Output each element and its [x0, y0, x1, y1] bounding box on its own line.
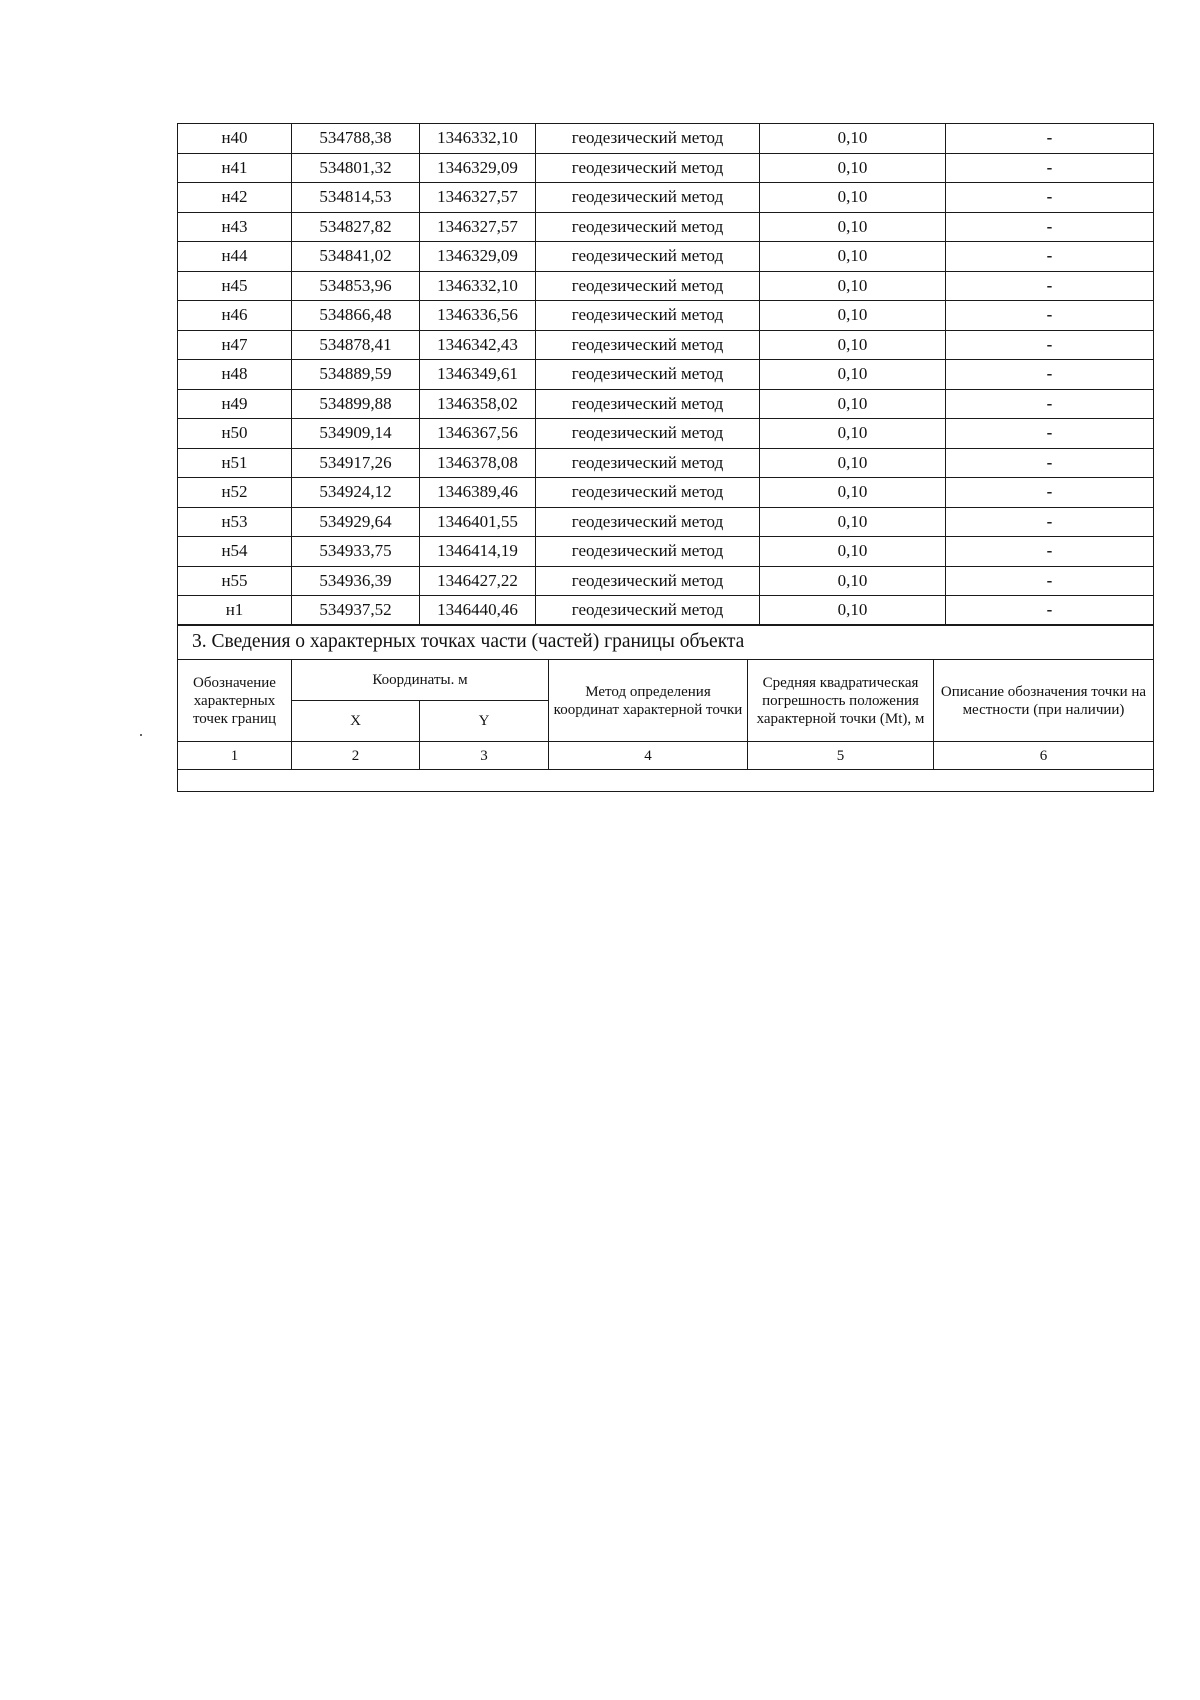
mt-cell: 0,10	[760, 389, 946, 419]
point-id-cell: н47	[178, 330, 292, 360]
method-cell: геодезический метод	[536, 596, 760, 626]
table-row	[178, 242, 1154, 272]
coord-y-cell: 1346342,43	[420, 330, 536, 360]
mt-cell: 0,10	[760, 448, 946, 478]
header-description: Описание обозначения точки на местности (при наличии)	[934, 660, 1154, 742]
point-id-cell: н41	[178, 153, 292, 183]
column-number-5: 5	[748, 742, 934, 770]
table-row	[178, 478, 1154, 508]
coord-y-cell: 1346349,61	[420, 360, 536, 390]
empty-data-cell	[178, 770, 1154, 792]
section3-table	[177, 624, 1154, 792]
table-row	[178, 301, 1154, 331]
header-y: Y	[420, 701, 549, 742]
description-cell: -	[946, 124, 1154, 154]
table-row	[178, 124, 1154, 154]
coord-y-cell: 1346389,46	[420, 478, 536, 508]
column-number-2: 2	[292, 742, 420, 770]
coord-y-cell: 1346327,57	[420, 183, 536, 213]
coord-y-cell: 1346414,19	[420, 537, 536, 567]
coord-y-cell: 1346427,22	[420, 566, 536, 596]
method-cell: геодезический метод	[536, 301, 760, 331]
method-cell: геодезический метод	[536, 389, 760, 419]
scan-speck	[140, 734, 142, 736]
mt-cell: 0,10	[760, 507, 946, 537]
point-id-cell: н55	[178, 566, 292, 596]
mt-cell: 0,10	[760, 271, 946, 301]
empty-data-row	[178, 770, 1154, 792]
coord-y-cell: 1346329,09	[420, 153, 536, 183]
coord-y-cell: 1346358,02	[420, 389, 536, 419]
point-id-cell: н54	[178, 537, 292, 567]
table-row	[178, 507, 1154, 537]
point-id-cell: н49	[178, 389, 292, 419]
column-number-4: 4	[549, 742, 748, 770]
coord-x-cell: 534853,96	[292, 271, 420, 301]
coord-x-cell: 534801,32	[292, 153, 420, 183]
description-cell: -	[946, 153, 1154, 183]
method-cell: геодезический метод	[536, 507, 760, 537]
coord-x-cell: 534929,64	[292, 507, 420, 537]
coord-x-cell: 534936,39	[292, 566, 420, 596]
coord-y-cell: 1346332,10	[420, 271, 536, 301]
header-mt: Средняя квадратическая погрешность положения характерной точки (Mt), м	[748, 660, 934, 742]
point-id-cell: н42	[178, 183, 292, 213]
method-cell: геодезический метод	[536, 271, 760, 301]
coord-x-cell: 534866,48	[292, 301, 420, 331]
coord-x-cell: 534909,14	[292, 419, 420, 449]
method-cell: геодезический метод	[536, 212, 760, 242]
coord-x-cell: 534933,75	[292, 537, 420, 567]
coord-x-cell: 534878,41	[292, 330, 420, 360]
mt-cell: 0,10	[760, 596, 946, 626]
mt-cell: 0,10	[760, 478, 946, 508]
description-cell: -	[946, 507, 1154, 537]
mt-cell: 0,10	[760, 183, 946, 213]
table-row	[178, 360, 1154, 390]
method-cell: геодезический метод	[536, 478, 760, 508]
description-cell: -	[946, 537, 1154, 567]
method-cell: геодезический метод	[536, 537, 760, 567]
coord-x-cell: 534788,38	[292, 124, 420, 154]
coord-y-cell: 1346401,55	[420, 507, 536, 537]
column-number-1: 1	[178, 742, 292, 770]
table-row	[178, 212, 1154, 242]
method-cell: геодезический метод	[536, 153, 760, 183]
coord-x-cell: 534917,26	[292, 448, 420, 478]
header-x: X	[292, 701, 420, 742]
mt-cell: 0,10	[760, 301, 946, 331]
point-id-cell: н1	[178, 596, 292, 626]
method-cell: геодезический метод	[536, 419, 760, 449]
description-cell: -	[946, 389, 1154, 419]
table-row	[178, 566, 1154, 596]
table-row	[178, 389, 1154, 419]
method-cell: геодезический метод	[536, 448, 760, 478]
mt-cell: 0,10	[760, 212, 946, 242]
point-id-cell: н53	[178, 507, 292, 537]
description-cell: -	[946, 242, 1154, 272]
section3-header-row-top	[178, 660, 1154, 701]
header-coordinates: Координаты. м	[292, 660, 549, 701]
coord-y-cell: 1346329,09	[420, 242, 536, 272]
coord-y-cell: 1346440,46	[420, 596, 536, 626]
description-cell: -	[946, 419, 1154, 449]
column-number-6: 6	[934, 742, 1154, 770]
mt-cell: 0,10	[760, 360, 946, 390]
method-cell: геодезический метод	[536, 124, 760, 154]
description-cell: -	[946, 271, 1154, 301]
coord-y-cell: 1346327,57	[420, 212, 536, 242]
description-cell: -	[946, 596, 1154, 626]
coord-x-cell: 534899,88	[292, 389, 420, 419]
mt-cell: 0,10	[760, 330, 946, 360]
mt-cell: 0,10	[760, 566, 946, 596]
method-cell: геодезический метод	[536, 566, 760, 596]
table-row	[178, 271, 1154, 301]
method-cell: геодезический метод	[536, 330, 760, 360]
coord-x-cell: 534841,02	[292, 242, 420, 272]
points-table-body	[178, 124, 1154, 626]
table-row	[178, 419, 1154, 449]
description-cell: -	[946, 212, 1154, 242]
table-row	[178, 153, 1154, 183]
header-method: Метод определения координат характерной точки	[549, 660, 748, 742]
description-cell: -	[946, 566, 1154, 596]
method-cell: геодезический метод	[536, 242, 760, 272]
coord-x-cell: 534924,12	[292, 478, 420, 508]
point-id-cell: н52	[178, 478, 292, 508]
coord-x-cell: 534889,59	[292, 360, 420, 390]
section3-title-row	[178, 625, 1154, 660]
mt-cell: 0,10	[760, 419, 946, 449]
point-id-cell: н45	[178, 271, 292, 301]
table-row	[178, 537, 1154, 567]
description-cell: -	[946, 183, 1154, 213]
coord-y-cell: 1346367,56	[420, 419, 536, 449]
point-id-cell: н51	[178, 448, 292, 478]
point-id-cell: н48	[178, 360, 292, 390]
description-cell: -	[946, 330, 1154, 360]
column-number-row	[178, 742, 1154, 770]
coord-x-cell: 534937,52	[292, 596, 420, 626]
table-row	[178, 448, 1154, 478]
mt-cell: 0,10	[760, 153, 946, 183]
header-designation: Обозначение характерных точек границ	[178, 660, 292, 742]
method-cell: геодезический метод	[536, 360, 760, 390]
points-table	[177, 123, 1154, 626]
table-row	[178, 330, 1154, 360]
description-cell: -	[946, 478, 1154, 508]
description-cell: -	[946, 301, 1154, 331]
column-number-3: 3	[420, 742, 549, 770]
description-cell: -	[946, 448, 1154, 478]
mt-cell: 0,10	[760, 537, 946, 567]
coord-x-cell: 534814,53	[292, 183, 420, 213]
point-id-cell: н46	[178, 301, 292, 331]
mt-cell: 0,10	[760, 124, 946, 154]
section3-title: 3. Сведения о характерных точках части (частей) границы объекта	[178, 625, 1154, 660]
point-id-cell: н43	[178, 212, 292, 242]
point-id-cell: н44	[178, 242, 292, 272]
point-id-cell: н40	[178, 124, 292, 154]
table-row	[178, 183, 1154, 213]
coord-y-cell: 1346378,08	[420, 448, 536, 478]
point-id-cell: н50	[178, 419, 292, 449]
method-cell: геодезический метод	[536, 183, 760, 213]
coord-y-cell: 1346336,56	[420, 301, 536, 331]
mt-cell: 0,10	[760, 242, 946, 272]
table-row	[178, 596, 1154, 626]
description-cell: -	[946, 360, 1154, 390]
coord-x-cell: 534827,82	[292, 212, 420, 242]
document-sheet	[177, 123, 1153, 792]
coord-y-cell: 1346332,10	[420, 124, 536, 154]
